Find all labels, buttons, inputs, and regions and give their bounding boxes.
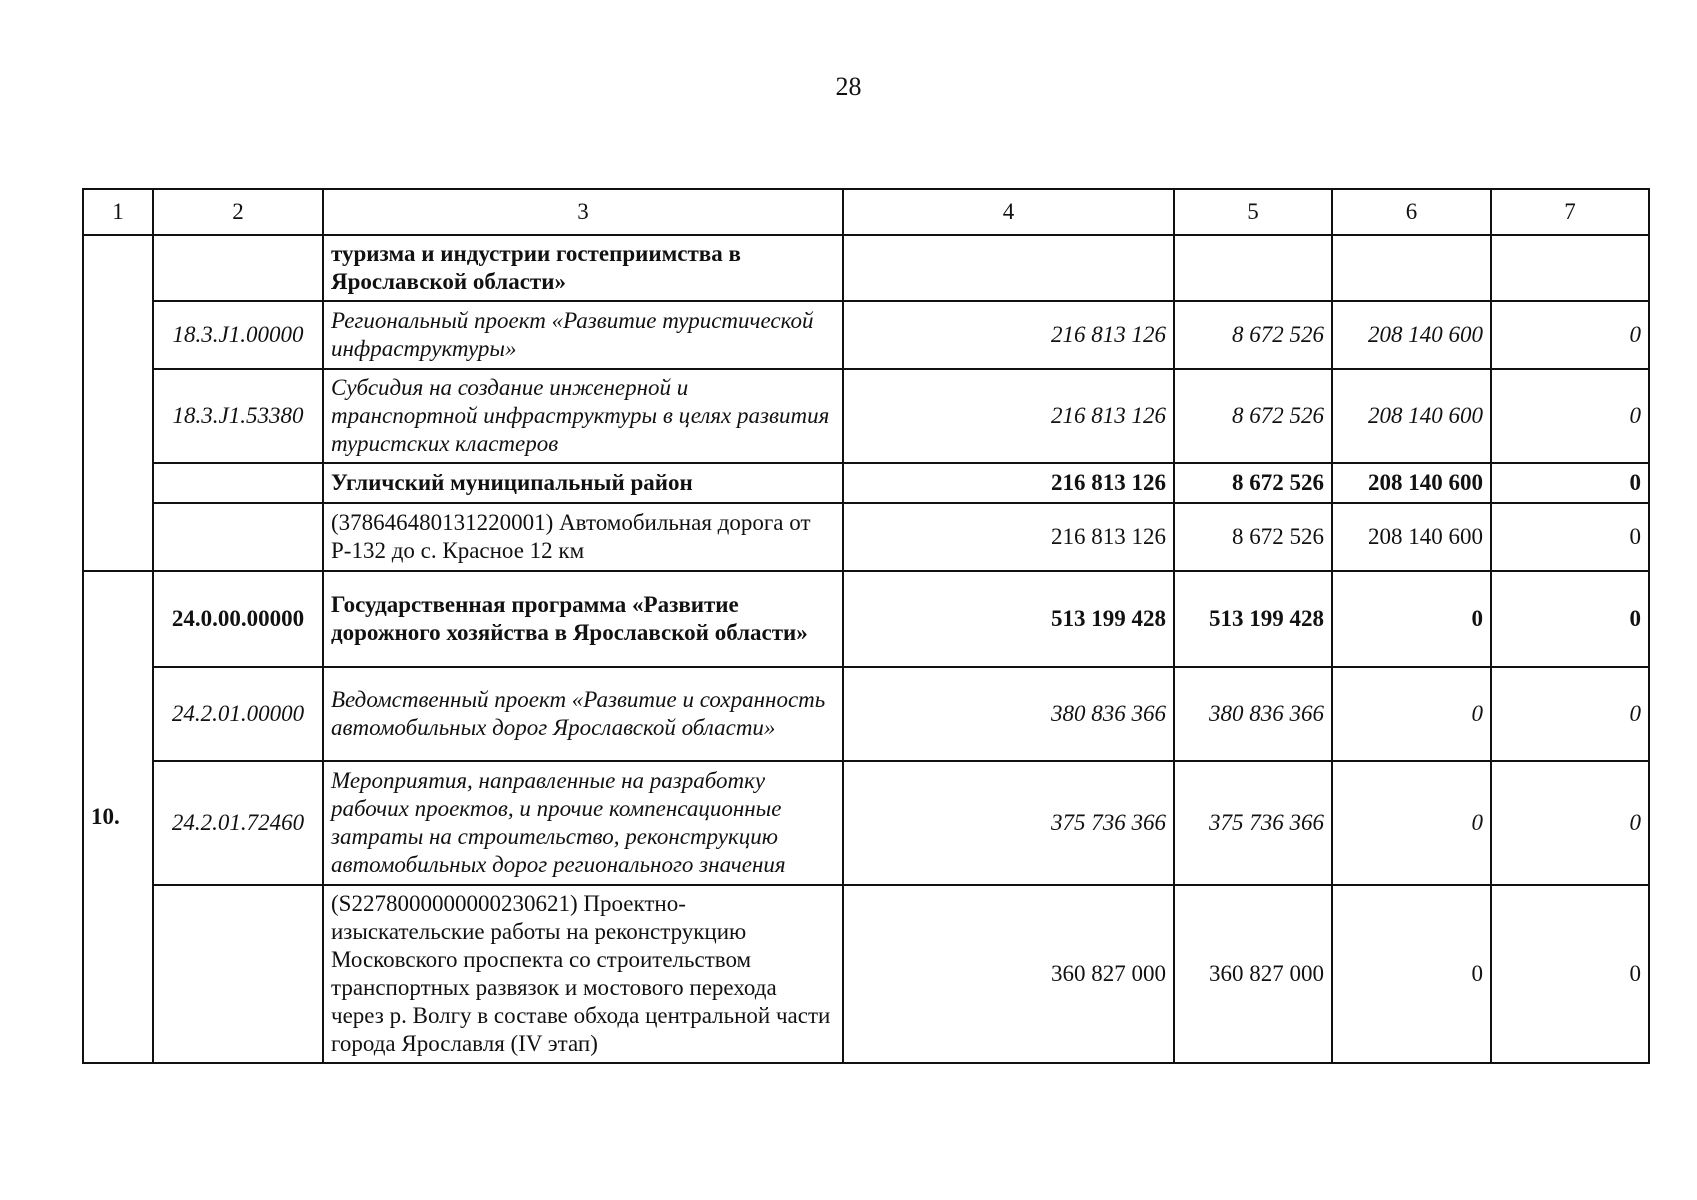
amount-col6-cell <box>1332 235 1491 301</box>
description-cell: (S2278000000000230621) Проектно-изыскательские работы на реконструкцию Московского проспекта со строительством транспортных развязок и мостового перехода через р. Волгу в составе обхода центральной части города Ярославля (IV этап) <box>323 885 843 1063</box>
amount-col5-cell: 380 836 366 <box>1174 667 1332 761</box>
amount-col5-cell: 8 672 526 <box>1174 503 1332 571</box>
table-row <box>83 235 1649 301</box>
column-header-7: 7 <box>1491 189 1649 235</box>
amount-col4-cell: 216 813 126 <box>843 301 1174 369</box>
column-header-4: 4 <box>843 189 1174 235</box>
code-cell: 24.0.00.00000 <box>153 571 323 667</box>
code-cell: 18.3.J1.00000 <box>153 301 323 369</box>
description-cell: туризма и индустрии гостеприимства в Ярославской области» <box>323 235 843 301</box>
table-row <box>83 885 1649 1063</box>
amount-col7-cell: 0 <box>1491 667 1649 761</box>
column-header-1: 1 <box>83 189 153 235</box>
row-index-cell <box>83 235 153 571</box>
amount-col6-cell: 208 140 600 <box>1332 301 1491 369</box>
amount-col4-cell: 360 827 000 <box>843 885 1174 1063</box>
code-cell <box>153 463 323 503</box>
description-cell: Мероприятия, направленные на разработку рабочих проектов, и прочие компенсационные затраты на строительство, реконструкцию автомобильных дорог регионального значения <box>323 761 843 885</box>
amount-col5-cell: 375 736 366 <box>1174 761 1332 885</box>
column-header-3: 3 <box>323 189 843 235</box>
amount-col7-cell: 0 <box>1491 503 1649 571</box>
table-row <box>83 463 1649 503</box>
amount-col5-cell: 8 672 526 <box>1174 369 1332 463</box>
amount-col7-cell: 0 <box>1491 463 1649 503</box>
budget-table <box>82 188 1650 1064</box>
amount-col7-cell: 0 <box>1491 761 1649 885</box>
code-cell: 24.2.01.00000 <box>153 667 323 761</box>
code-cell <box>153 503 323 571</box>
amount-col5-cell: 8 672 526 <box>1174 301 1332 369</box>
row-index-cell: 10. <box>83 571 153 1063</box>
amount-col7-cell <box>1491 235 1649 301</box>
amount-col6-cell: 0 <box>1332 885 1491 1063</box>
table-row <box>83 301 1649 369</box>
amount-col6-cell: 0 <box>1332 571 1491 667</box>
amount-col4-cell: 380 836 366 <box>843 667 1174 761</box>
table-row <box>83 761 1649 885</box>
amount-col6-cell: 0 <box>1332 667 1491 761</box>
table-header-row <box>83 189 1649 235</box>
amount-col7-cell: 0 <box>1491 369 1649 463</box>
column-header-5: 5 <box>1174 189 1332 235</box>
amount-col4-cell: 216 813 126 <box>843 369 1174 463</box>
amount-col6-cell: 208 140 600 <box>1332 503 1491 571</box>
table-row <box>83 503 1649 571</box>
code-cell: 18.3.J1.53380 <box>153 369 323 463</box>
description-cell: (378646480131220001) Автомобильная дорога от Р-132 до с. Красное 12 км <box>323 503 843 571</box>
amount-col5-cell: 513 199 428 <box>1174 571 1332 667</box>
amount-col5-cell: 8 672 526 <box>1174 463 1332 503</box>
table-row <box>83 369 1649 463</box>
amount-col4-cell: 513 199 428 <box>843 571 1174 667</box>
amount-col5-cell <box>1174 235 1332 301</box>
amount-col7-cell: 0 <box>1491 885 1649 1063</box>
amount-col4-cell: 375 736 366 <box>843 761 1174 885</box>
page-number: 28 <box>835 72 862 101</box>
code-cell <box>153 235 323 301</box>
amount-col6-cell: 0 <box>1332 761 1491 885</box>
description-cell: Субсидия на создание инженерной и транспортной инфраструктуры в целях развития туристских кластеров <box>323 369 843 463</box>
amount-col7-cell: 0 <box>1491 571 1649 667</box>
code-cell <box>153 885 323 1063</box>
amount-col6-cell: 208 140 600 <box>1332 463 1491 503</box>
amount-col7-cell: 0 <box>1491 301 1649 369</box>
description-cell: Государственная программа «Развитие дорожного хозяйства в Ярославской области» <box>323 571 843 667</box>
amount-col5-cell: 360 827 000 <box>1174 885 1332 1063</box>
amount-col4-cell: 216 813 126 <box>843 503 1174 571</box>
amount-col4-cell: 216 813 126 <box>843 463 1174 503</box>
description-cell: Региональный проект «Развитие туристической инфраструктуры» <box>323 301 843 369</box>
description-cell: Угличский муниципальный район <box>323 463 843 503</box>
amount-col6-cell: 208 140 600 <box>1332 369 1491 463</box>
amount-col4-cell <box>843 235 1174 301</box>
table-row <box>83 571 1649 667</box>
code-cell: 24.2.01.72460 <box>153 761 323 885</box>
column-header-6: 6 <box>1332 189 1491 235</box>
column-header-2: 2 <box>153 189 323 235</box>
table-row <box>83 667 1649 761</box>
description-cell: Ведомственный проект «Развитие и сохранность автомобильных дорог Ярославской области» <box>323 667 843 761</box>
